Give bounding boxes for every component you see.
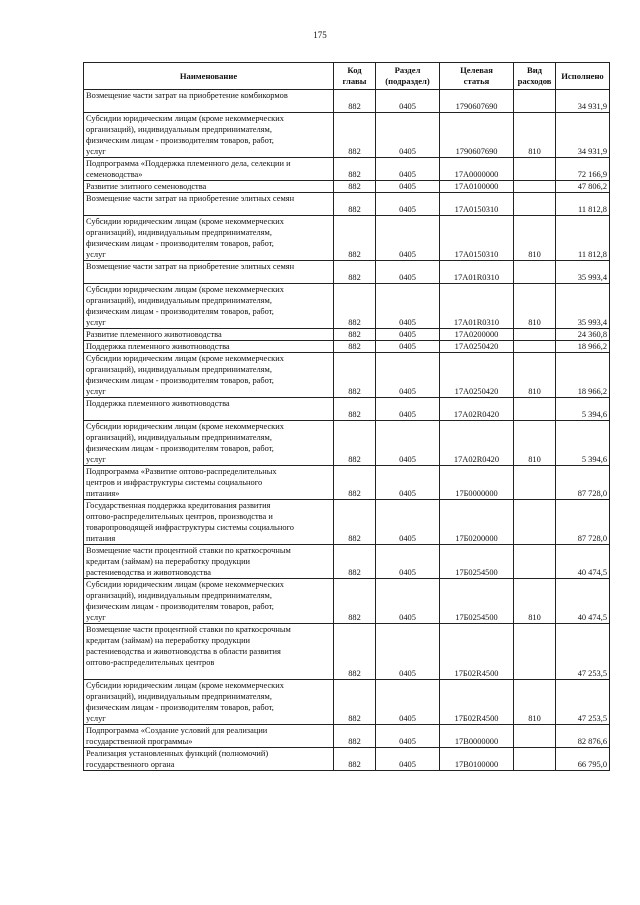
- row-name: [84, 398, 334, 421]
- row-name-line: Субсидии юридическим лицам (кроме некоммерческих: [86, 422, 284, 431]
- row-chapter-code: 882: [334, 680, 376, 725]
- row-chapter-code: 882: [334, 545, 376, 579]
- row-name-line: Субсидии юридическим лицам (кроме некоммерческих: [86, 217, 284, 226]
- row-executed: 34 931,9: [556, 113, 610, 158]
- row-name-line: оптово-распределительных центров: [86, 658, 215, 667]
- row-executed: 34 931,9: [556, 90, 610, 113]
- row-name-line: [86, 668, 331, 679]
- row-executed: 87 728,0: [556, 466, 610, 500]
- row-name-line: Субсидии юридическим лицам (кроме некоммерческих: [86, 681, 284, 690]
- row-executed: 47 806,2: [556, 181, 610, 193]
- row-executed: 18 966,2: [556, 353, 610, 398]
- table-row: [84, 748, 610, 771]
- row-target-article: 17Б0254500: [440, 579, 514, 624]
- row-expense-type: [514, 725, 556, 748]
- row-expense-type: [514, 624, 556, 680]
- row-chapter-code: 882: [334, 353, 376, 398]
- row-chapter-code: 882: [334, 725, 376, 748]
- row-chapter-code: 882: [334, 329, 376, 341]
- row-name: [84, 680, 334, 725]
- table-row: [84, 181, 610, 193]
- row-chapter-code: 882: [334, 113, 376, 158]
- row-target-article: 17Б0000000: [440, 466, 514, 500]
- row-section: 0405: [376, 261, 440, 284]
- row-executed: 47 253,5: [556, 624, 610, 680]
- table-row: [84, 284, 610, 329]
- row-name: [84, 216, 334, 261]
- row-name: [84, 725, 334, 748]
- row-name-line: услуг: [86, 387, 106, 396]
- row-target-article: 17А0150310: [440, 193, 514, 216]
- row-section: 0405: [376, 341, 440, 353]
- row-name-line: питания: [86, 534, 116, 543]
- table-row: [84, 90, 610, 113]
- row-name-line: Возмещение части затрат на приобретение элитных семян: [86, 194, 295, 203]
- row-name-line: растениеводства и животноводства в области развития: [86, 647, 281, 656]
- row-executed: 5 394,6: [556, 398, 610, 421]
- row-name-line: Поддержка племенного животноводства: [86, 342, 230, 351]
- row-chapter-code: 882: [334, 421, 376, 466]
- row-target-article: 17А0250420: [440, 353, 514, 398]
- row-chapter-code: 882: [334, 341, 376, 353]
- row-expense-type: 810: [514, 113, 556, 158]
- row-executed: 40 474,5: [556, 545, 610, 579]
- row-expense-type: [514, 193, 556, 216]
- row-executed: 35 993,4: [556, 284, 610, 329]
- row-name-line: кредитам (займам) на переработку продукции: [86, 636, 251, 645]
- row-name: [84, 341, 334, 353]
- row-name: [84, 466, 334, 500]
- table-row: [84, 545, 610, 579]
- table-row: [84, 579, 610, 624]
- row-name: [84, 748, 334, 771]
- row-expense-type: [514, 90, 556, 113]
- row-section: 0405: [376, 113, 440, 158]
- row-chapter-code: 882: [334, 624, 376, 680]
- row-executed: 11 812,8: [556, 193, 610, 216]
- row-name-line: организаций), индивидуальным предпринимателям,: [86, 365, 272, 374]
- row-target-article: 1790607690: [440, 113, 514, 158]
- row-target-article: 17В0000000: [440, 725, 514, 748]
- row-name-line: физическим лицам - производителям товаров, работ,: [86, 444, 274, 453]
- row-executed: 87 728,0: [556, 500, 610, 545]
- row-expense-type: [514, 158, 556, 181]
- row-chapter-code: 882: [334, 579, 376, 624]
- row-executed: 47 253,5: [556, 680, 610, 725]
- row-expense-type: [514, 545, 556, 579]
- header-section: Раздел (подраздел): [376, 63, 440, 90]
- row-name-line: организаций), индивидуальным предпринимателям,: [86, 228, 272, 237]
- row-name: [84, 329, 334, 341]
- row-section: 0405: [376, 193, 440, 216]
- header-name: Наименование: [84, 63, 334, 90]
- row-chapter-code: 882: [334, 181, 376, 193]
- row-expense-type: [514, 466, 556, 500]
- table-row: [84, 341, 610, 353]
- row-target-article: 17А0100000: [440, 181, 514, 193]
- row-target-article: 17А02R0420: [440, 421, 514, 466]
- row-target-article: 17А0250420: [440, 341, 514, 353]
- row-executed: 82 876,6: [556, 725, 610, 748]
- row-expense-type: 810: [514, 216, 556, 261]
- row-executed: 40 474,5: [556, 579, 610, 624]
- table-body: [84, 90, 610, 771]
- row-name-line: организаций), индивидуальным предпринимателям,: [86, 296, 272, 305]
- row-name-line: кредитам (займам) на переработку продукции: [86, 557, 251, 566]
- row-name: [84, 193, 334, 216]
- table-row: [84, 353, 610, 398]
- row-chapter-code: 882: [334, 466, 376, 500]
- row-expense-type: [514, 329, 556, 341]
- row-name-line: Развитие элитного семеноводства: [86, 182, 207, 191]
- row-name-line: питания»: [86, 489, 120, 498]
- row-name: [84, 284, 334, 329]
- row-name-line: центров и инфраструктуры системы социального: [86, 478, 263, 487]
- row-target-article: 17Б0254500: [440, 545, 514, 579]
- header-expense-type: Вид расходов: [514, 63, 556, 90]
- row-name-line: услуг: [86, 714, 106, 723]
- row-name-line: физическим лицам - производителям товаров, работ,: [86, 703, 274, 712]
- table-header-row: [84, 63, 610, 90]
- page-number: 175: [313, 30, 327, 40]
- row-name-line: организаций), индивидуальным предпринимателям,: [86, 125, 272, 134]
- row-name: [84, 624, 334, 680]
- row-target-article: 17А01R0310: [440, 261, 514, 284]
- row-name-line: [86, 204, 331, 215]
- row-name-line: физическим лицам - производителям товаров, работ,: [86, 307, 274, 316]
- row-expense-type: [514, 748, 556, 771]
- row-target-article: 17Б0200000: [440, 500, 514, 545]
- row-name-line: Возмещение части затрат на приобретение комбикормов: [86, 91, 288, 100]
- row-executed: 35 993,4: [556, 261, 610, 284]
- row-section: 0405: [376, 545, 440, 579]
- row-name: [84, 181, 334, 193]
- row-target-article: 17А0200000: [440, 329, 514, 341]
- row-section: 0405: [376, 466, 440, 500]
- row-chapter-code: 882: [334, 261, 376, 284]
- table-row: [84, 421, 610, 466]
- row-target-article: 1790607690: [440, 90, 514, 113]
- row-name-line: растениеводства и животноводства: [86, 568, 212, 577]
- row-name: [84, 113, 334, 158]
- row-expense-type: 810: [514, 284, 556, 329]
- table-row: [84, 725, 610, 748]
- row-chapter-code: 882: [334, 748, 376, 771]
- row-name-line: [86, 409, 331, 420]
- row-name-line: [86, 272, 331, 283]
- row-name-line: физическим лицам - производителям товаров, работ,: [86, 239, 274, 248]
- row-name-line: Субсидии юридическим лицам (кроме некоммерческих: [86, 114, 284, 123]
- row-name-line: физическим лицам - производителям товаров, работ,: [86, 136, 274, 145]
- row-name: [84, 500, 334, 545]
- table-row: [84, 624, 610, 680]
- row-executed: 5 394,6: [556, 421, 610, 466]
- row-name-line: Возмещение части затрат на приобретение элитных семян: [86, 262, 295, 271]
- row-chapter-code: 882: [334, 90, 376, 113]
- row-name-line: Развитие племенного животноводства: [86, 330, 222, 339]
- row-target-article: 17Б02R4500: [440, 680, 514, 725]
- row-name-line: Подпрограмма «Поддержка племенного дела, селекции и: [86, 159, 291, 168]
- row-expense-type: [514, 261, 556, 284]
- table-row: [84, 500, 610, 545]
- row-section: 0405: [376, 284, 440, 329]
- row-chapter-code: 882: [334, 216, 376, 261]
- row-expense-type: [514, 181, 556, 193]
- table-row: [84, 466, 610, 500]
- row-name-line: Субсидии юридическим лицам (кроме некоммерческих: [86, 285, 284, 294]
- table-row: [84, 113, 610, 158]
- row-executed: 72 166,9: [556, 158, 610, 181]
- row-name: [84, 545, 334, 579]
- row-section: 0405: [376, 680, 440, 725]
- row-executed: 18 966,2: [556, 341, 610, 353]
- header-target-article: Целевая статья: [440, 63, 514, 90]
- row-section: 0405: [376, 181, 440, 193]
- row-name-line: организаций), индивидуальным предпринимателям,: [86, 591, 272, 600]
- row-section: 0405: [376, 421, 440, 466]
- row-target-article: 17А01R0310: [440, 284, 514, 329]
- row-name-line: Субсидии юридическим лицам (кроме некоммерческих: [86, 354, 284, 363]
- row-name-line: Возмещение части процентной ставки по краткосрочным: [86, 625, 291, 634]
- row-chapter-code: 882: [334, 158, 376, 181]
- row-name-line: организаций), индивидуальным предпринимателям,: [86, 692, 272, 701]
- row-expense-type: [514, 341, 556, 353]
- row-name-line: организаций), индивидуальным предпринимателям,: [86, 433, 272, 442]
- table-row: [84, 398, 610, 421]
- row-target-article: 17Б02R4500: [440, 624, 514, 680]
- row-executed: 24 360,8: [556, 329, 610, 341]
- row-name: [84, 353, 334, 398]
- row-name-line: семеноводства»: [86, 170, 143, 179]
- row-section: 0405: [376, 398, 440, 421]
- row-expense-type: 810: [514, 579, 556, 624]
- row-executed: 11 812,8: [556, 216, 610, 261]
- row-section: 0405: [376, 90, 440, 113]
- row-name-line: Подпрограмма «Развитие оптово-распределительных: [86, 467, 277, 476]
- row-name-line: Поддержка племенного животноводства: [86, 399, 230, 408]
- row-section: 0405: [376, 624, 440, 680]
- row-name-line: услуг: [86, 613, 106, 622]
- row-name: [84, 421, 334, 466]
- row-name: [84, 579, 334, 624]
- row-name-line: физическим лицам - производителям товаров, работ,: [86, 602, 274, 611]
- table-row: [84, 158, 610, 181]
- row-section: 0405: [376, 216, 440, 261]
- row-target-article: 17А02R0420: [440, 398, 514, 421]
- table-row: [84, 261, 610, 284]
- row-chapter-code: 882: [334, 284, 376, 329]
- row-name-line: государственной программы»: [86, 737, 193, 746]
- row-expense-type: [514, 398, 556, 421]
- table-row: [84, 329, 610, 341]
- row-name: [84, 261, 334, 284]
- row-section: 0405: [376, 353, 440, 398]
- row-expense-type: 810: [514, 421, 556, 466]
- header-executed: Исполнено: [556, 63, 610, 90]
- row-name-line: оптово-распределительных центров, производства и: [86, 512, 273, 521]
- row-name: [84, 158, 334, 181]
- row-chapter-code: 882: [334, 398, 376, 421]
- row-name-line: Возмещение части процентной ставки по краткосрочным: [86, 546, 291, 555]
- budget-table: [83, 62, 610, 771]
- row-section: 0405: [376, 725, 440, 748]
- table-row: [84, 216, 610, 261]
- row-name-line: товаропроводящей инфраструктуры системы социального: [86, 523, 294, 532]
- row-section: 0405: [376, 158, 440, 181]
- row-name-line: [86, 101, 331, 112]
- row-name-line: услуг: [86, 455, 106, 464]
- row-target-article: 17А0000000: [440, 158, 514, 181]
- row-name-line: услуг: [86, 318, 106, 327]
- row-name-line: услуг: [86, 147, 106, 156]
- row-section: 0405: [376, 579, 440, 624]
- row-name-line: Подпрограмма «Создание условий для реализации: [86, 726, 268, 735]
- row-name-line: Реализация установленных функций (полномочий): [86, 749, 269, 758]
- row-name-line: физическим лицам - производителям товаров, работ,: [86, 376, 274, 385]
- row-target-article: 17В0100000: [440, 748, 514, 771]
- row-chapter-code: 882: [334, 193, 376, 216]
- header-chapter-code: Код главы: [334, 63, 376, 90]
- row-chapter-code: 882: [334, 500, 376, 545]
- row-name-line: Государственная поддержка кредитования развития: [86, 501, 271, 510]
- row-name: [84, 90, 334, 113]
- row-expense-type: [514, 500, 556, 545]
- row-section: 0405: [376, 748, 440, 771]
- table-row: [84, 680, 610, 725]
- row-section: 0405: [376, 329, 440, 341]
- table-row: [84, 193, 610, 216]
- row-name-line: услуг: [86, 250, 106, 259]
- row-section: 0405: [376, 500, 440, 545]
- row-expense-type: 810: [514, 353, 556, 398]
- row-name-line: государственного органа: [86, 760, 175, 769]
- row-target-article: 17А0150310: [440, 216, 514, 261]
- row-name-line: Субсидии юридическим лицам (кроме некоммерческих: [86, 580, 284, 589]
- row-executed: 66 795,0: [556, 748, 610, 771]
- row-expense-type: 810: [514, 680, 556, 725]
